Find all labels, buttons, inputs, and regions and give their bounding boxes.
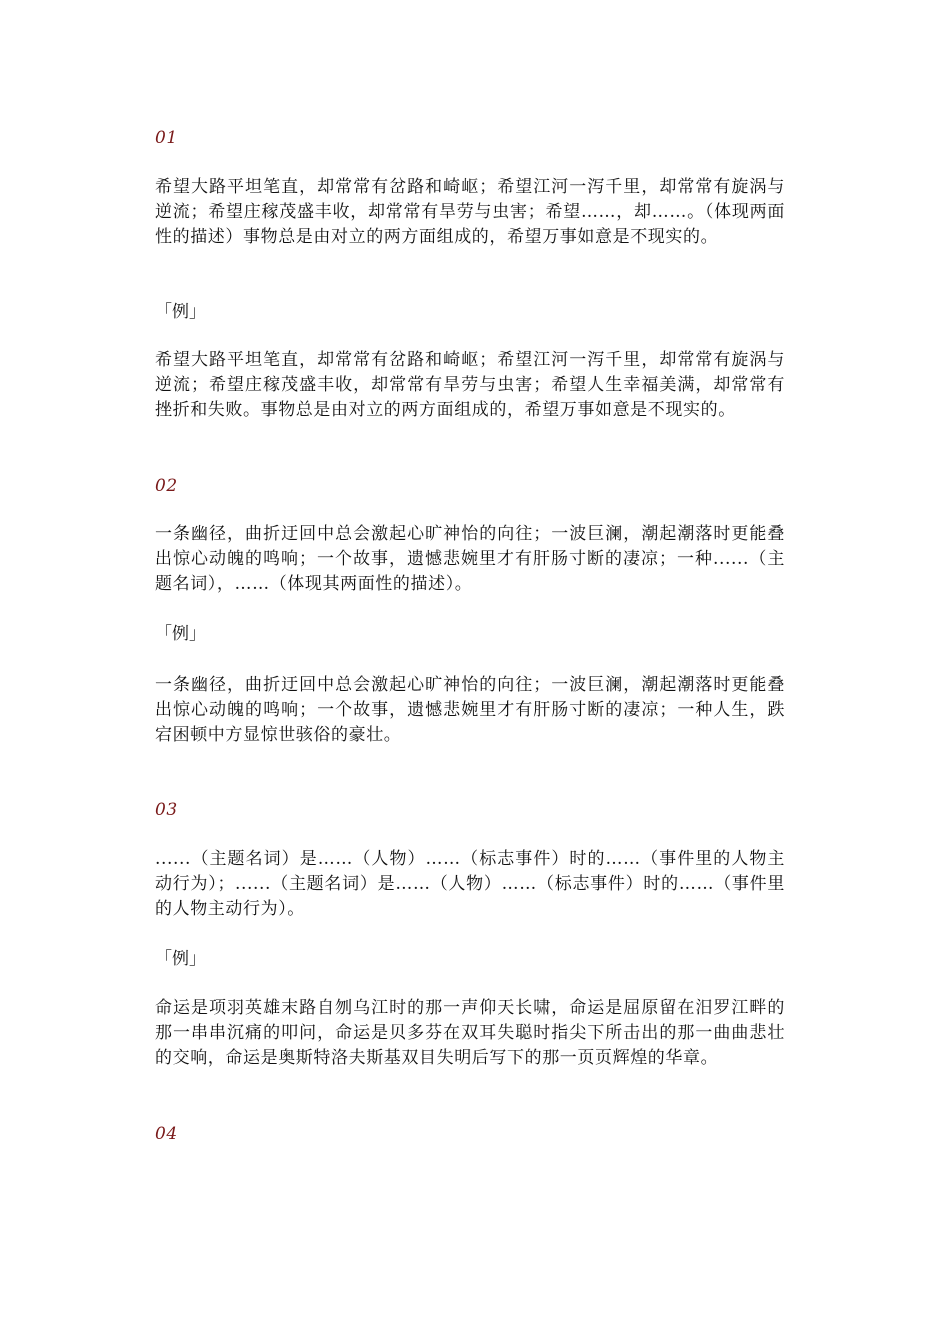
paragraph: 希望大路平坦笔直，却常常有岔路和崎岖；希望江河一泻千里，却常常有旋涡与逆流；希望庄稼茂盛丰收，却常常有旱劳与虫害；希望……，却……。（体现两面性的描述）事物总是由对立的两方面组成的，希望万事如意是不现实的。 <box>155 177 785 247</box>
paragraph: 希望大路平坦笔直，却常常有岔路和崎岖；希望江河一泻千里，却常常有旋涡与逆流；希望庄稼茂盛丰收，却常常有旱劳与虫害；希望人生幸福美满，却常常有挫折和失败。事物总是由对立的两方面组成的，希望万事如意是不现实的。 <box>155 350 785 420</box>
paragraph: 一条幽径，曲折迂回中总会激起心旷神怡的向往；一波巨澜，潮起潮落时更能叠出惊心动魄的鸣响；一个故事，遗憾悲婉里才有肝肠寸断的凄凉；一种人生，跌宕困顿中方显惊世骇俗的豪壮。 <box>155 675 785 745</box>
example-label: 「例」 <box>155 624 206 644</box>
example-label-block <box>155 622 785 647</box>
paragraph: 一条幽径，曲折迂回中总会激起心旷神怡的向往；一波巨澜，潮起潮落时更能叠出惊心动魄的鸣响；一个故事，遗憾悲婉里才有肝肠寸断的凄凉；一种......（主题名词），……（体现其两面性的描述）。 <box>155 524 785 594</box>
section-example-text <box>155 348 785 423</box>
section-template-text <box>155 847 785 922</box>
section-template-text <box>155 522 785 597</box>
section-number: 02 <box>155 476 178 496</box>
example-label: 「例」 <box>155 949 206 969</box>
paragraph: 命运是项羽英雄末路自刎乌江时的那一声仰天长啸，命运是屈原留在汨罗江畔的那一串串沉痛的叩问，命运是贝多芬在双耳失聪时指尖下所击出的那一曲曲悲壮的交响，命运是奥斯特洛夫斯基双目失明后写下的那一页页辉煌的华章。 <box>155 998 785 1068</box>
example-label-block <box>155 947 785 972</box>
example-label-block <box>155 300 785 325</box>
paragraph: ......（主题名词）是……（人物）……（标志事件）时的……（事件里的人物主动行为）；......（主题名词）是……（人物）……（标志事件）时的……（事件里的人物主动行为）。 <box>155 849 785 919</box>
section-number: 04 <box>155 1124 178 1144</box>
section-number: 01 <box>155 128 178 148</box>
section-example-text <box>155 996 785 1071</box>
section-template-text <box>155 175 785 250</box>
section-number: 03 <box>155 800 178 820</box>
section-example-text <box>155 673 785 748</box>
example-label: 「例」 <box>155 302 206 322</box>
